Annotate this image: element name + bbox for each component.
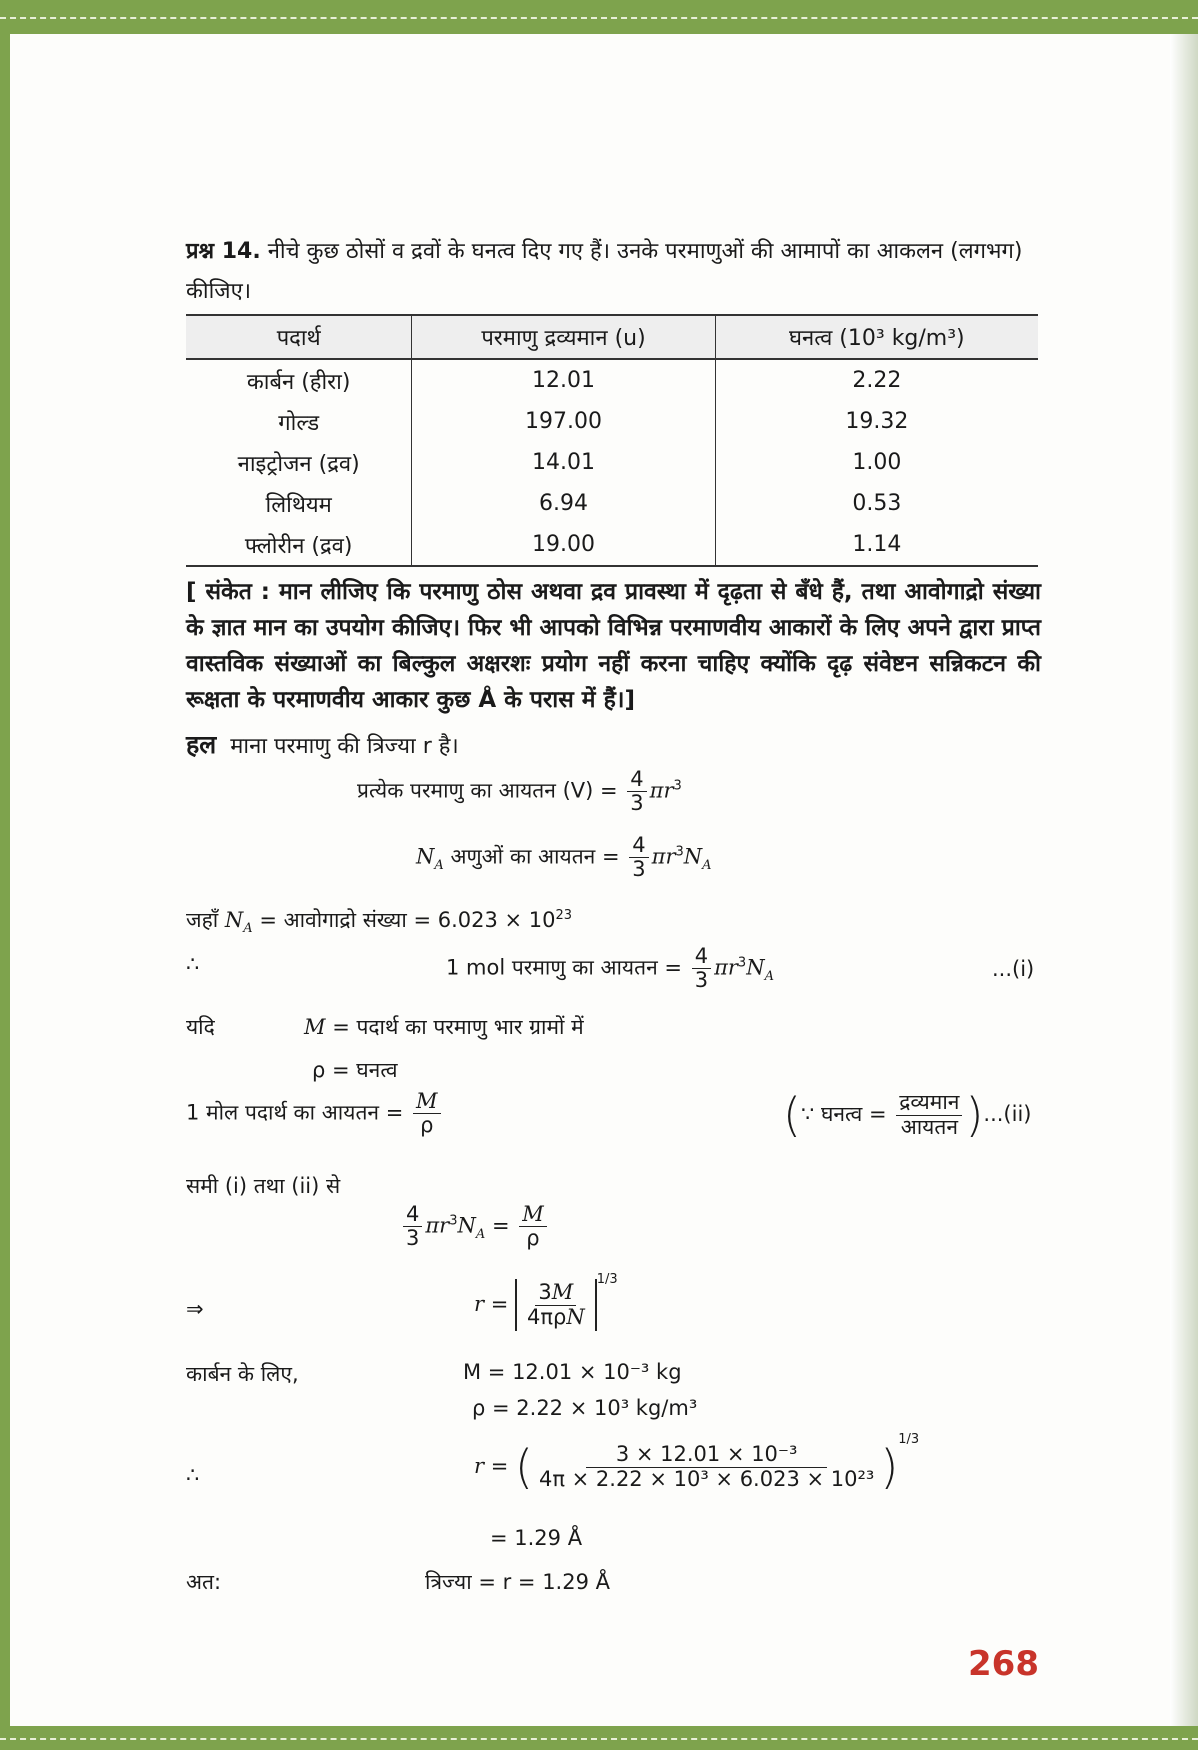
question-paragraph [186, 232, 1041, 312]
rho-value: ρ = 2.22 × 10³ kg/m³ [472, 1396, 698, 1420]
table-row [186, 483, 1038, 524]
table-row [186, 442, 1038, 483]
radius-formula: r = $\frac{3M}{\text{4πρN}}$ $^{1/3}$ [474, 1272, 618, 1331]
table-cell: 1.14 [715, 524, 1038, 566]
mol-volume-label: 1 mol परमाणु का आयतन = [446, 955, 683, 980]
m-value: M = 12.01 × 10⁻³ kg [463, 1360, 682, 1384]
table-cell: 0.53 [715, 483, 1038, 524]
volume-na-label: अणुओं का आयतन = [450, 844, 620, 869]
table-cell: 19.32 [715, 401, 1038, 442]
avogadro-text: = आवोगाद्रो संख्या = 6.023 × 10 [259, 908, 556, 932]
table-cell: 197.00 [412, 401, 715, 442]
table-header-substance: पदार्थ [186, 315, 412, 359]
m-definition: M = पदार्थ का परमाणु भार ग्रामों में [304, 1015, 584, 1039]
table-cell: 6.94 [412, 483, 715, 524]
table-cell: 2.22 [715, 359, 1038, 401]
hint-paragraph: [ संकेत : मान लीजिए कि परमाणु ठोस अथवा द्रव प्रावस्था में दृढ़ता से बँधे हैं, तथा आवोगाद्रो संख्या के ज्ञात मान का उपयोग कीजिए। फिर भी आपको विभिन्न परमाणवीय आकारों के लिए अपने द्वारा प्राप्त वास्तविक संख्याओं का बिल्कुल अक्षरशः प्रयोग नहीं करना चाहिए क्योंकि दृढ़ संवेष्टन सन्निकटन की रूक्षता के परमाणवीय आकार कुछ Å के परास में हैं।] [186, 579, 1041, 713]
table-cell: 1.00 [715, 442, 1038, 483]
because-density: ∵ घनत्व = [800, 1102, 887, 1126]
combined-equation: $\frac{4}{3}$ $\pi r^3N_A$ = $\frac{M}{\rho}$ [400, 1203, 550, 1250]
rho-definition: ρ = घनत्व [312, 1058, 398, 1082]
solution-label: हल [186, 730, 217, 759]
density-table [186, 314, 1038, 567]
from-equations-text: समी (i) तथा (ii) से [186, 1174, 341, 1198]
volume-na-equation: $N_A$ अणुओं का आयतन = $\frac{4}{3}$ $\pi r^3N_A$ [416, 833, 712, 882]
page-frame-bottom [0, 1726, 1198, 1750]
radius-result: = 1.29 Å [490, 1526, 583, 1550]
table-row [186, 524, 1038, 566]
avogadro-line: जहाँ $N_A$ = आवोगाद्रो संख्या = $6.023 \times 10^{23}$ [186, 908, 573, 937]
page-frame-right [1170, 34, 1198, 1726]
solution-intro-line [186, 727, 459, 761]
table-cell: लिथियम [265, 492, 332, 518]
page-frame-left [0, 34, 10, 1726]
table-header-row [186, 315, 1038, 359]
therefore-symbol-2: ∴ [186, 1463, 200, 1487]
hence-label: अत: [186, 1570, 222, 1594]
mol-volume-equation: 1 mol परमाणु का आयतन = $\frac{4}{3}$ $\pi r^3N_A$ [446, 944, 774, 993]
page-number: 268 [968, 1644, 1039, 1684]
question-text: नीचे कुछ ठोसों व द्रवों के घनत्व दिए गए हैं। उनके परमाणुओं की आमापों का आकलन (लगभग) कीजिए। [186, 239, 1023, 304]
table-row [186, 401, 1038, 442]
table-cell: फ्लोरीन (द्रव) [186, 524, 412, 566]
table-row [186, 359, 1038, 401]
table-cell: कार्बन (हीरा) [246, 369, 351, 395]
avogadro-exponent: 23 [555, 908, 573, 923]
where-label: जहाँ [186, 908, 219, 932]
table-cell: नाइट्रोजन (द्रव) [237, 451, 360, 477]
table-cell: 19.00 [412, 524, 715, 566]
carbon-label: कार्बन के लिए, [186, 1362, 299, 1386]
therefore-symbol: ∴ [186, 952, 200, 976]
m-definition-text: = पदार्थ का परमाणु भार ग्रामों में [332, 1015, 584, 1039]
volume-each-atom-equation: प्रत्येक परमाणु का आयतन (V) = $\frac{4}{3}$ $\pi r^3$ [357, 767, 682, 816]
calc-denominator: 4π × 2.22 × 10³ × 6.023 × 10²³ [538, 1466, 875, 1491]
page-frame-top [0, 0, 1198, 34]
table-header-atomic-mass: परमाणु द्रव्यमान (u) [412, 315, 715, 359]
implies-arrow: ⇒ [186, 1297, 204, 1321]
calc-numerator: 3 × 12.01 × 10⁻³ [586, 1443, 828, 1467]
volume-word: आयतन [900, 1114, 958, 1139]
radius-calculation: r = ( $\frac{\text{3 × 12.01 × 10⁻³}}{\text{4π × 2.22 × 10³ × 6.023 × 10²³}}$ )$^{1/3}$ [474, 1432, 920, 1494]
mole-substance-label: 1 मोल पदार्थ का आयतन = [186, 1100, 404, 1125]
equation-i-label: ...(i) [992, 957, 1035, 981]
table-cell: 12.01 [412, 359, 715, 401]
table-cell: गोल्ड [278, 410, 320, 436]
calc-exponent: 1/3 [898, 1432, 920, 1447]
mass-word: द्रव्यमान [896, 1091, 962, 1115]
density-definition: (∵ घनत्व = $\frac{\text{द्रव्यमान}}{\text{आयतन}}$ )...(ii) [783, 1088, 1032, 1142]
table-cell: 14.01 [412, 442, 715, 483]
solution-intro: माना परमाणु की त्रिज्या r है। [230, 734, 459, 759]
mole-substance-equation: 1 मोल पदार्थ का आयतन = $\frac{M}{\rho}$ [186, 1090, 444, 1137]
table-header-density: घनत्व (10³ kg/m³) [715, 315, 1038, 359]
equation-ii-label: ...(ii) [983, 1102, 1032, 1126]
volume-each-label: प्रत्येक परमाणु का आयतन (V) = [357, 778, 618, 803]
question-number: प्रश्न 14. [186, 239, 261, 264]
final-radius: त्रिज्या = r = 1.29 Å [425, 1570, 610, 1594]
if-label: यदि [186, 1015, 215, 1039]
